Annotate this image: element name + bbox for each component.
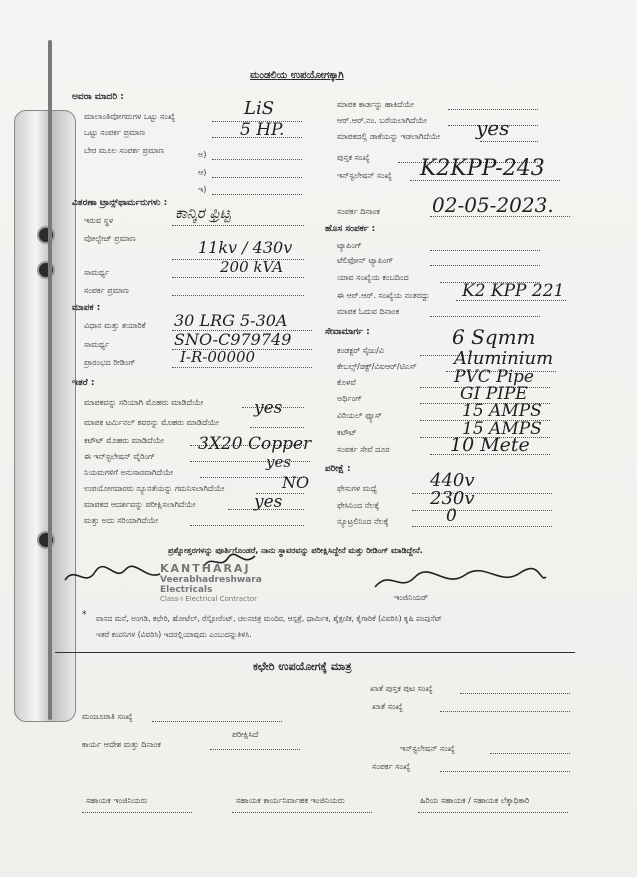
light-points-value: LiS bbox=[244, 98, 275, 119]
total-load-label: ಒಟ್ಟು ಸಂಪರ್ಕ ಪ್ರಮಾಣ bbox=[84, 128, 146, 137]
check3-label: ಕಟೌಟ್ ಮೊಹರು ಮಾಡಿದೆಯೇ bbox=[84, 436, 164, 445]
check4-label: ಈ ಇನ್‌ಸ್ಟಲೇಷನ್ ವೈರಿಂಗ್ bbox=[84, 452, 155, 461]
meter-box-value: yes bbox=[476, 116, 510, 140]
ea-no-value: K2 KPP 221 bbox=[462, 281, 565, 301]
work-order-label: ಕಾರ್ಯ ಆದೇಶ ಮತ್ತು ದಿನಾಂಕ bbox=[82, 740, 161, 749]
capacity-value: 200 kVA bbox=[220, 258, 284, 276]
ea-no-label: ಈ ಆರ್.ಆರ್. ಸಂಖ್ಯೆಯ ನಂತರದ್ದು bbox=[337, 291, 430, 300]
check6-value: NO bbox=[282, 473, 310, 492]
sub-a: ಅ) bbox=[198, 150, 207, 159]
light-points-label: ಮಾಲಾಂತಿವೋಗರುಗಳ ಒಟ್ಟು ಸಂಖ್ಯೆ bbox=[84, 112, 176, 121]
check8-label: ಮತ್ತು ಅದು ಸರಿಯಾಗಿದೆಯೇ bbox=[84, 516, 159, 525]
note-line2: ಇತರೆ ಕಂಪನಿಗಳ (ವಿವರಿಸಿ) ಇದರಲ್ಲಿಯಾವುದು ಎಂಬುದನ್ನುತಿಳಿಸಿ. bbox=[96, 630, 252, 639]
fuse-value: 15 AMPS bbox=[462, 401, 542, 421]
voltage-value: 11kv / 430v bbox=[198, 238, 293, 257]
serial-value: SNO-C979749 bbox=[174, 330, 292, 349]
conductor-value: 6 Sqmm bbox=[452, 325, 536, 349]
total-load-value: 5 HP. bbox=[240, 120, 285, 140]
cable-value: Aluminium bbox=[454, 348, 554, 369]
initial-reading-value: I-R-00000 bbox=[180, 348, 256, 366]
applicant-header: ಅವರಾ ಮಾದರಿ : bbox=[72, 92, 124, 102]
location-label: ಇರುವ ಸ್ಥಳ bbox=[84, 216, 114, 225]
ne-label: ನ್ಯೂಟ್ರಲಿನಿಂದ ನೆಲಕ್ಕೆ bbox=[337, 517, 389, 526]
page-label: ಖಾತೆ ಪುಸ್ತಕ ಪುಟ ಸಂಖ್ಯೆ bbox=[370, 684, 433, 693]
capacity-label: ಸಾಮರ್ಥ್ಯ bbox=[84, 268, 110, 277]
applicant-signature bbox=[60, 560, 170, 590]
distance-value: 10 Mete bbox=[450, 434, 530, 456]
pole-no-label: ಯಾವ ಸಂಖ್ಯೆಯ ಕಂಬದಿಂದ bbox=[337, 273, 409, 282]
clip-hole-icon bbox=[37, 226, 55, 244]
transformer-header: ವಿತರಣಾ ಟ್ರಾನ್ಸ್‌ಫಾರ್ಮರುಗಳು : bbox=[72, 198, 168, 208]
engineer-label: ಇಂಜಿನಿಯರ್ bbox=[394, 593, 428, 602]
distance-label: ಸಂಪರ್ಕ ಸೇವೆ ದೂರ bbox=[337, 445, 390, 454]
pipe-value: PVC Pipe bbox=[454, 367, 534, 387]
check6-label: ಉಪಯೋಗದಾರರು ನ್ಯೂನತೆಯನ್ನು ಗಮನಿಸಲಾಗಿದೆಯೇ bbox=[84, 484, 225, 493]
account-label: ಖಾತೆ ಸಂಖ್ಯೆ bbox=[372, 702, 403, 711]
ne-value: 0 bbox=[446, 506, 457, 526]
other-load-label: ಬೇರ ಮೂಲ ಸಂಪರ್ಕ ಪ್ರಮಾಣ bbox=[84, 146, 165, 155]
note-line1: ವಾಸದ ಮನೆ, ಅಂಗಡಿ, ಕಛೇರಿ, ಹೋಟೆಲ್, ರೆಸ್ಟೋರೆಂಟ್, ಚಲನಚಿತ್ರ ಮಂದಿರ, ಆಸ್ಪತ್ರೆ, ಧಾರ್ಮಿಕ, ಶೈಕ್ಷಣಿಕ, ಕೈಗಾರಿಕೆ (ವಿವರಿಸಿ) ಕೃಷಿ ಪಂಪುಸೆಟ್ bbox=[96, 614, 442, 623]
conn-amount-label: ಸಂಪರ್ಕ ಪ್ರಮಾಣ bbox=[84, 286, 129, 295]
pipe-label: ಕೊಳವೆ bbox=[337, 378, 356, 387]
tele-label: ಟೆಲಿಫೋನ್ ಟ್ಯಾಪಿಂಗ್ bbox=[337, 256, 394, 265]
voltage-label: ವೋಲ್ಟೇಜ್ ಪ್ರಮಾಣ bbox=[84, 234, 136, 243]
earthing-label: ಅರ್ಥಿಂಗ್ bbox=[337, 394, 363, 403]
earthing-value: GI PIPE bbox=[460, 384, 528, 404]
binder-clip bbox=[14, 110, 76, 722]
check5-value: yes bbox=[266, 453, 292, 471]
make-value: 30 LRG 5-30A bbox=[174, 311, 288, 330]
installation-no-label: ಇನ್‌ಸ್ಟಲೇಷನ್ ಸಂಖ್ಯೆ bbox=[337, 171, 392, 180]
meter-box-label: ಮಾಪಕದಲ್ಲಿ ಡಾಕೆಯನ್ನು ಇಡಲಾಗಿದೆಯೇ bbox=[337, 132, 441, 141]
conductor-label: ಕಂಡಕ್ಟರ್ ಸೈಜು/ವಿ bbox=[337, 346, 384, 355]
phase-value: 440v bbox=[430, 470, 475, 491]
cable-label: ಕೇಬಲ್ಸ್/ಡಕ್ಟ್/ವಿಐಆರ್/ಟಿಎಸ್ bbox=[337, 362, 417, 371]
make-label: ವಿಧಾನ ಮತ್ತು ತಯಾರಿಕೆ bbox=[84, 321, 146, 330]
asst-engineer: ಸಹಾಯಕ ಇಂಜಿನಿಯರು bbox=[86, 796, 148, 805]
check7-label: ಮಾಪಕದ ಆದರ್ಶವನ್ನು ಪರೀಕ್ಷಿಸಲಾಗಿದೆಯೇ bbox=[84, 500, 196, 509]
tapping-label: ಟ್ಯಾಪಿಂಗ್ bbox=[337, 241, 362, 250]
check2-value: yes bbox=[254, 398, 283, 418]
conn-date-value: 02-05-2023. bbox=[432, 193, 554, 217]
check5-label: ನಿಯಮಗಳಿಗೆ ಅನುಸಾರವಾಗಿದೆಯೇ bbox=[84, 468, 174, 477]
test-header: ಪರೀಕ್ಷೆ : bbox=[325, 464, 351, 474]
stamp-name: KANTHARAJ bbox=[160, 562, 251, 575]
clip-hole-icon bbox=[37, 261, 55, 279]
conn-no-label: ಸಂಪರ್ಕ ಸಂಖ್ಯೆ bbox=[372, 762, 411, 771]
rr-label: ಆರ್.ಆರ್.ನಂ. ಬರೆಯಲಾಗಿದೆಯೇ bbox=[337, 116, 427, 125]
checks-header: ಇತರೆ : bbox=[72, 378, 95, 388]
sub-i: ಇ) bbox=[198, 185, 207, 194]
check1-label: ಮಾಪಕವನ್ನು ಸರಿಯಾಗಿ ಮೊಹರು ಮಾಡಿದೆಯೇ bbox=[84, 398, 204, 407]
check4-value: 3X20 Copper bbox=[198, 434, 312, 454]
sub-aa: ಆ) bbox=[198, 168, 207, 177]
stamp-firm: Veerabhadreshwara Electricals bbox=[160, 575, 262, 595]
initial-reading-label: ಪ್ರಾರಂಭದ ರೀಡಿಂಗ್ bbox=[84, 358, 136, 367]
location-value: ಕಾನ್ಕಿರ ಫ್ರಿಟ್ಟ bbox=[175, 204, 231, 222]
form-title: ಮಂಡಲಿಯ ಉಪಯೋಗಕ್ಕಾಗಿ bbox=[250, 70, 344, 81]
section-divider bbox=[55, 652, 575, 653]
pn-value: 230v bbox=[430, 488, 475, 509]
check2-label: ಮಾಪಕ ಟರ್ಮಿನಲ್ ಕವರನ್ನು ಮೊಹರು ಮಾಡಿದೆಯೇ bbox=[84, 418, 219, 427]
cutout-value: 15 AMPS bbox=[462, 419, 542, 439]
checked-label: ಪರೀಕ್ಷಿಸಿದೆ bbox=[232, 730, 259, 739]
inst-no-label: ಇನ್‌ಸ್ಟಲೇಷನ್ ಸಂಖ್ಯೆ bbox=[400, 744, 455, 753]
cutout-label: ಕಟೌಟ್ bbox=[337, 428, 357, 437]
fuse-label: ವಿರಿಯಲ್ ಫ್ಯೂಸ್ bbox=[337, 411, 382, 420]
book-no-label: ಪುಸ್ತಕ ಸಂಖ್ಯೆ bbox=[337, 153, 370, 162]
sanction-label: ಮಂಜೂರಾತಿ ಸಂಖ್ಯೆ bbox=[82, 712, 133, 721]
clip-hole-icon bbox=[37, 531, 55, 549]
engineer-signature bbox=[370, 563, 550, 597]
conn-date-label: ಸಂಪರ್ಕ ದಿನಾಂಕ bbox=[337, 207, 380, 216]
check7-value: yes bbox=[254, 492, 283, 512]
senior-asst: ಹಿರಿಯ ಸಹಾಯಕ / ಸಹಾಯಕ ಲೆಕ್ಕಾಧಿಕಾರಿ bbox=[420, 796, 530, 805]
note-marker: * bbox=[82, 610, 87, 620]
contractor-stamp bbox=[160, 562, 310, 618]
pn-label: ಫೇಸಿನಿಂದ ನೆಲಕ್ಕೆ bbox=[337, 501, 380, 510]
read-date-label: ಮಾಪಕ ಓದುವ ದಿನಾಂಕ bbox=[337, 307, 400, 316]
service-header: ಸೇವಾಮಾರ್ಗ : bbox=[325, 327, 370, 337]
declaration-text: ಪ್ರಶ್ನೋತ್ತರಗಳನ್ನು ಪೂರ್ತಿಗೊಂಡರೆ, ನಾನು ಸ್ಥಾವರವನ್ನು ಪರೀಕ್ಷಿಸಿದ್ದೇನೆ ಮತ್ತು ರೀಡಿಂಗ್ ಮಾಡಿದ್ದೇನೆ. bbox=[168, 546, 423, 555]
meter-card-label: ಮಾಪಕ ಕಾರ್ಡನ್ನು ಹಾಕಿದೆಯೇ bbox=[337, 100, 414, 109]
meter-header: ಮಾಪಕ : bbox=[72, 303, 101, 313]
stamp-class: Class-I Electrical Contractor bbox=[160, 595, 257, 603]
asst-exec-engineer: ಸಹಾಯಕ ಕಾರ್ಯನಿರ್ವಾಹಕ ಇಂಜಿನಿಯರು bbox=[236, 796, 345, 805]
serial-label: ಸಾಮರ್ಥ್ಯ bbox=[84, 340, 110, 349]
new-conn-header: ಹೊಸ ಸಂಪರ್ಕ : bbox=[325, 224, 376, 234]
installation-no-value: K2KPP-243 bbox=[420, 156, 545, 181]
phase-label: ಫೇಸುಗಳ ಮಧ್ಯೆ bbox=[337, 484, 377, 493]
binder-wire bbox=[48, 40, 52, 720]
office-title: ಕಛೇರಿ ಉಪಯೋಗಕ್ಕೆ ಮಾತ್ರ bbox=[253, 660, 352, 673]
